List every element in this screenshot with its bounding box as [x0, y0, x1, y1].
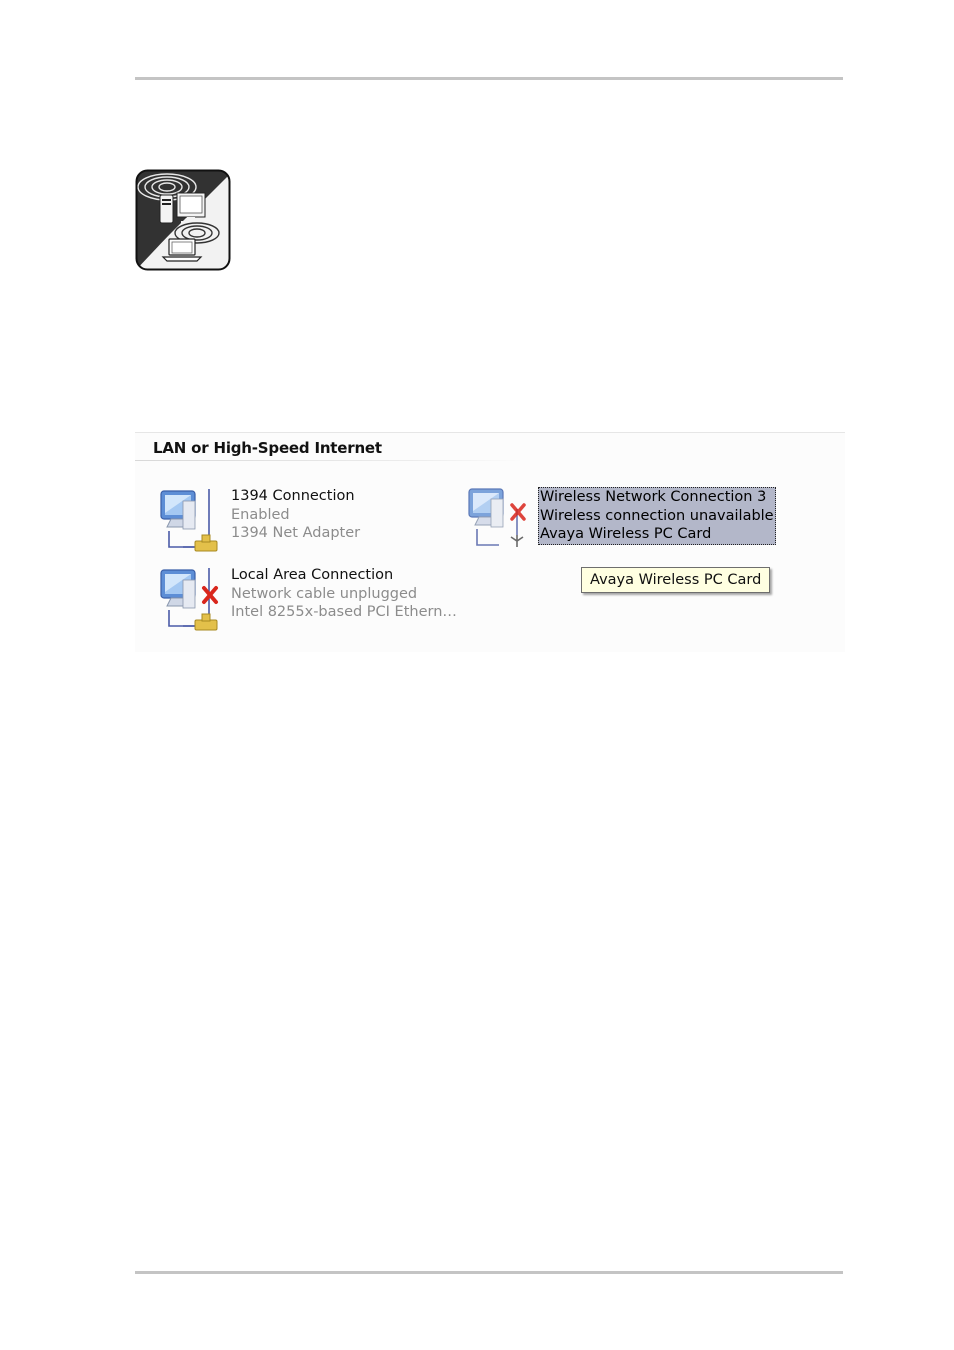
header-rule [135, 77, 843, 80]
red-x-icon [204, 588, 216, 602]
network-connection-icon [157, 485, 221, 553]
connection-name: Wireless Network Connection 3 [540, 489, 767, 505]
connection-device: Avaya Wireless PC Card [540, 526, 712, 542]
wireless-network-icon [135, 169, 231, 271]
connection-status: Wireless connection unavailable [540, 507, 774, 524]
connection-device: Intel 8255x-based PCI Ethern… [231, 604, 457, 620]
wireless-antenna-icon [465, 483, 529, 551]
network-connections-panel [135, 432, 845, 652]
connection-details [231, 487, 360, 543]
tooltip: Avaya Wireless PC Card [581, 567, 770, 593]
connection-details [538, 487, 776, 545]
connection-status: Enabled [231, 506, 290, 523]
connection-name: Local Area Connection [231, 567, 394, 583]
connection-status: Network cable unplugged [231, 585, 418, 602]
footer-rule [135, 1271, 843, 1274]
connection-details [231, 566, 457, 622]
connection-name: 1394 Connection [231, 488, 355, 504]
network-connection-icon [157, 564, 221, 632]
section-divider [135, 460, 525, 461]
connection-device: 1394 Net Adapter [231, 525, 361, 541]
section-title: LAN or High-Speed Internet [153, 439, 382, 457]
red-x-icon [512, 505, 524, 519]
